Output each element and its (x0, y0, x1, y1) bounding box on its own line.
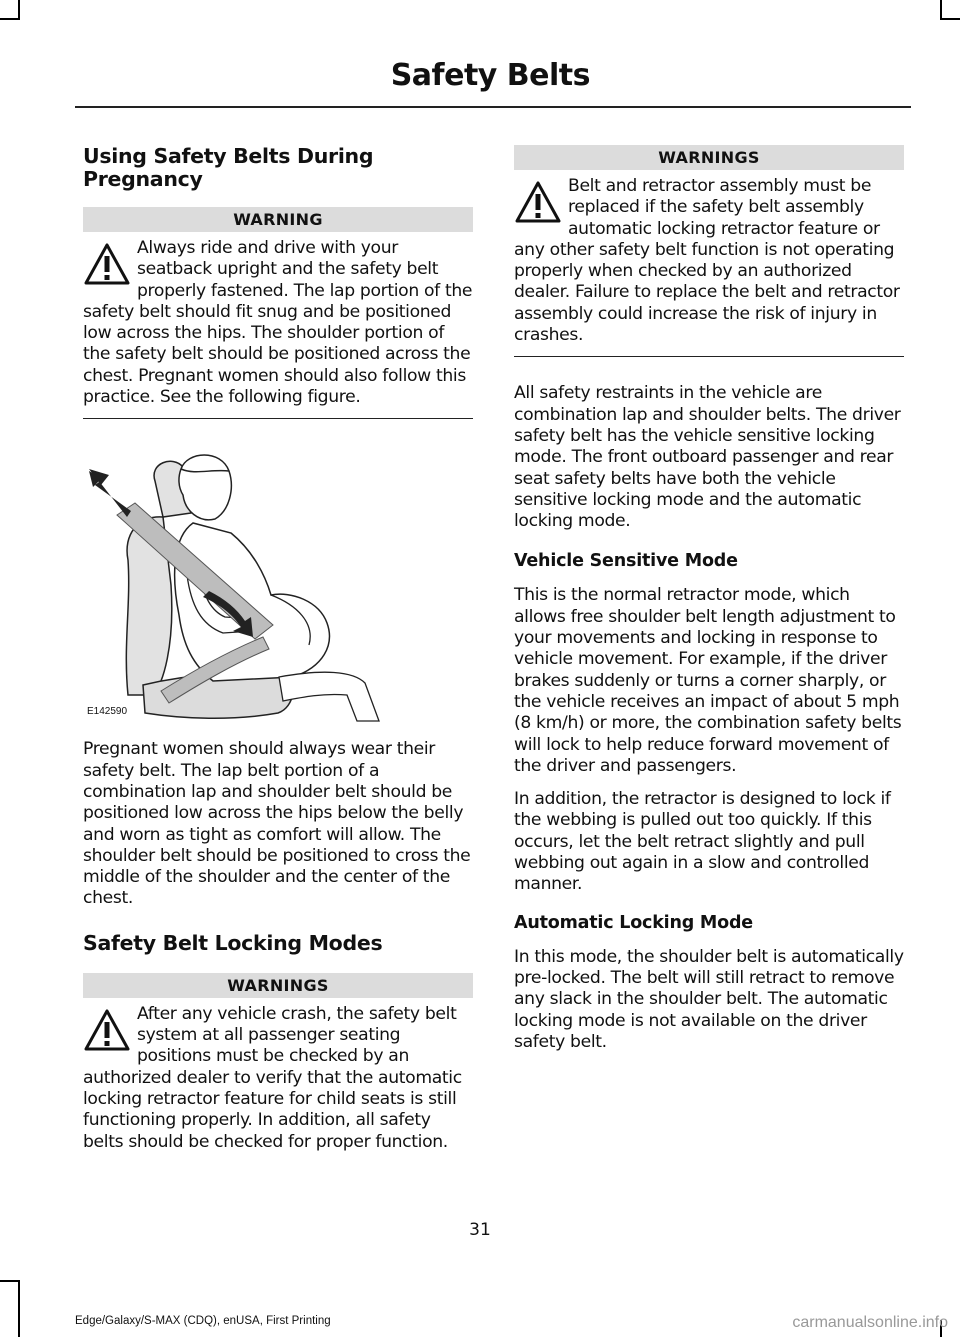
warning-text: Belt and retractor assembly must be replaced if the safety belt assembly automatic locking retractor feature or any other safety belt function is not operating properly when checked by an authorized dealer. Failure to replace the belt and retractor assembly could increase the risk of injury in crashes. (514, 176, 900, 346)
crop-mark-bottom-left-h (0, 1280, 20, 1282)
pregnancy-belt-figure (83, 445, 473, 725)
warning-rule (514, 356, 904, 357)
left-column (83, 145, 473, 1153)
subsection-title-automatic-locking: Automatic Locking Mode (514, 912, 753, 933)
header-rule (75, 106, 911, 108)
footer-edition: Edge/Galaxy/S-MAX (CDQ), enUSA, First Printing (75, 1315, 331, 1327)
warnings-heading: WARNINGS (83, 973, 473, 998)
crop-mark-top-left (18, 0, 20, 18)
warning-rule (83, 418, 473, 419)
warning-box-locking (83, 973, 473, 1153)
page-title: Safety Belts (390, 58, 590, 93)
crop-mark-top-right (940, 0, 942, 18)
subsection-title-vehicle-sensitive: Vehicle Sensitive Mode (514, 551, 738, 572)
automatic-locking-paragraph: In this mode, the shoulder belt is automatically pre-locked. The belt will still retract to remove any slack in the shoulder belt. The automatic locking mode is not available on the driver safety belt. (514, 946, 904, 1052)
warning-triangle-icon (83, 242, 131, 286)
section-title-pregnancy: Using Safety Belts During Pregnancy (83, 144, 374, 191)
crop-mark-top-right-h (940, 18, 960, 20)
warning-text: Always ride and drive with your seatback upright and the safety belt properly fastened. The lap portion of the safety belt should fit snug and be positioned low across the hips. The shoulder portion of the safety belt should be positioned across the chest. Pregnant women should also follow this practice. See the following figure. (83, 238, 473, 408)
crop-mark-bottom-left (18, 1280, 20, 1337)
pregnant-woman-seatbelt-illustration (83, 445, 473, 725)
right-column (514, 145, 904, 1065)
warning-box-pregnancy (83, 207, 473, 419)
warning-text: After any vehicle crash, the safety belt system at all passenger seating positions must be checked by an authorized dealer to verify that the automatic locking retractor feature for child seats is still functioning properly. In addition, all safety belts should be checked for proper function. (83, 1003, 462, 1152)
pregnancy-paragraph: Pregnant women should always wear their safety belt. The lap belt portion of a combination lap and shoulder belt should be positioned low across the hips below the belly and worn as tight as comfort will allow. The shoulder belt should be positioned to cross the middle of the shoulder and the center of the chest. (83, 739, 471, 909)
warning-box-retractor (514, 145, 904, 357)
warning-triangle-icon (83, 1008, 131, 1052)
warning-triangle-icon (514, 180, 562, 224)
figure-code: E142590 (87, 706, 128, 718)
restraints-intro-paragraph: All safety restraints in the vehicle are combination lap and shoulder belts. The driver safety belt has the vehicle sensitive locking mode. The front outboard passenger and rear seat safety belts have both the vehicle sensitive locking mode and the automatic locking mode. (514, 383, 901, 532)
vehicle-sensitive-paragraph-1: This is the normal retractor mode, which allows free shoulder belt length adjustment to your movements and locking in response to vehicle movement. For example, if the driver brakes suddenly or turns a corner sharply, or the vehicle receives an impact of about 5 mph (8 km/h) or more, the combination safety belts will lock to help reduce forward movement of the driver and passengers. (514, 585, 902, 776)
warnings-heading: WARNINGS (514, 145, 904, 170)
watermark: carmanualsonline.info (792, 1314, 948, 1331)
vehicle-sensitive-paragraph-2: In addition, the retractor is designed to lock if the webbing is pulled out too quickly. If this occurs, let the belt retract slightly and pull webbing out again in a slow and controlled manner. (514, 789, 891, 895)
page-number: 31 (469, 1220, 491, 1240)
crop-mark-top-left-h (0, 18, 20, 20)
section-title-locking-modes: Safety Belt Locking Modes (83, 930, 383, 955)
warning-heading: WARNING (83, 207, 473, 232)
